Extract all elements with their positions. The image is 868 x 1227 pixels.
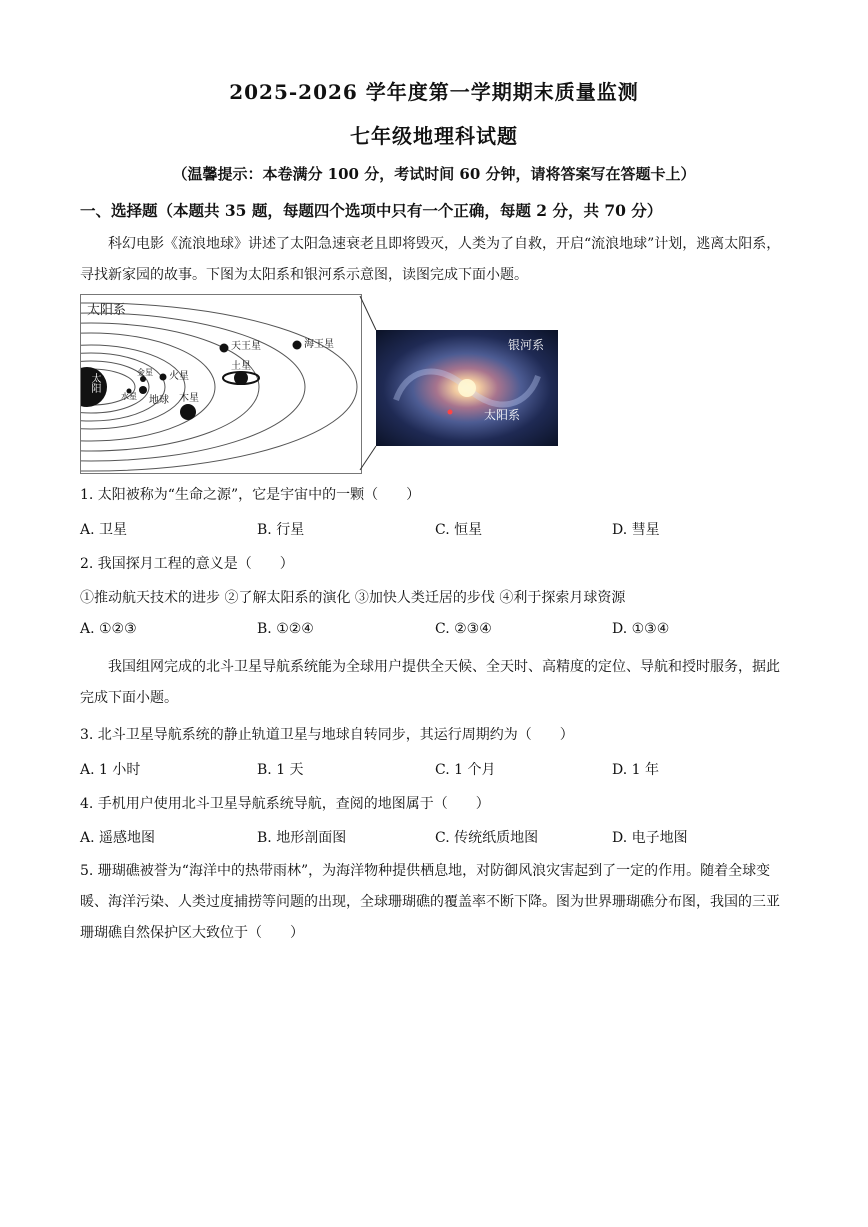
passage-2-text: 我国组网完成的北斗卫星导航系统能为全球用户提供全天候、全天时、高精度的定位、导航和授时服务，据此完成下面小题。 [80,659,780,706]
solar-galaxy-figure [80,294,564,474]
question-3: 3. 北斗卫星导航系统的静止轨道卫星与地球自转同步，其运行周期约为（ ） [80,727,574,743]
q2-option-c: C. ②③④ [435,621,492,637]
q1-option-b: B. 行星 [257,522,305,538]
q1-option-d: D. 彗星 [612,522,660,538]
q2-option-a: A. ①②③ [80,621,137,637]
q1-option-a: A. 卫星 [80,522,128,538]
passage-1-text: 科幻电影《流浪地球》讲述了太阳急速衰老且即将毁灭，人类为了自救，开启“流浪地球”计划，逃离太阳系，寻找新家园的故事。下图为太阳系和银河系示意图，读图完成下面小题。 [80,236,781,283]
question-5: 5. 珊瑚礁被誉为“海洋中的热带雨林”，为海洋物种提供栖息地，对防御风浪灾害起到了一定的作用。随着全球变暖、海洋污染、人类过度捕捞等问题的出现，全球珊瑚礁的覆盖率不断下降。图为世界珊瑚礁分布图，我国的三亚珊瑚礁自然保护区大致位于（ ） [80,863,780,941]
q1-option-c: C. 恒星 [435,522,483,538]
passage-1 [80,229,792,291]
question-1: 1. 太阳被称为“生命之源”，它是宇宙中的一颗（ ） [80,487,421,503]
passage-2 [80,652,792,714]
q3-option-d: D. 1 年 [612,762,659,778]
exam-subtitle: 七年级地理科试题 [350,124,518,148]
question-2-statements: ①推动航天技术的进步 ②了解太阳系的演化 ③加快人类迁居的步伐 ④利于探索月球资源 [80,590,626,606]
q4-option-b: B. 地形剖面图 [257,830,347,846]
saturn-label: 土星 [231,361,251,372]
sun-label: 太阳 [89,373,100,393]
galaxy-sun-label: 太阳系 [484,408,521,422]
q4-option-c: C. 传统纸质地图 [435,830,539,846]
neptune-label: 海王星 [304,339,334,350]
mercury-label: 水星 [121,392,137,401]
q2-option-b: B. ①②④ [257,621,314,637]
exam-title: 2025-2026 学年度第一学期期末质量监测 [229,80,639,104]
earth-label: 地球 [149,395,169,406]
milky-way-image [376,330,558,446]
q2-option-d: D. ①③④ [612,621,670,637]
mars-label: 火星 [169,371,189,382]
q4-option-a: A. 遥感地图 [80,830,156,846]
galaxy-label: 银河系 [508,338,545,352]
section-heading: 一、选择题（本题共 35 题，每题四个选项中只有一个正确，每题 2 分，共 70 分） [80,201,663,220]
q3-option-a: A. 1 小时 [80,762,141,778]
jupiter-label: 木星 [179,393,199,404]
q3-option-b: B. 1 天 [257,762,304,778]
uranus-label: 天王星 [231,341,261,352]
question-4: 4. 手机用户使用北斗卫星导航系统导航，查阅的地图属于（ ） [80,796,490,812]
q3-option-c: C. 1 个月 [435,762,496,778]
question-2: 2. 我国探月工程的意义是（ ） [80,556,294,572]
exam-tip: （温馨提示：本卷满分 100 分，考试时间 60 分钟，请将答案写在答题卡上） [172,165,696,183]
venus-label: 金星 [137,368,153,377]
solar-system-label: 太阳系 [87,303,127,318]
q4-option-d: D. 电子地图 [612,830,688,846]
